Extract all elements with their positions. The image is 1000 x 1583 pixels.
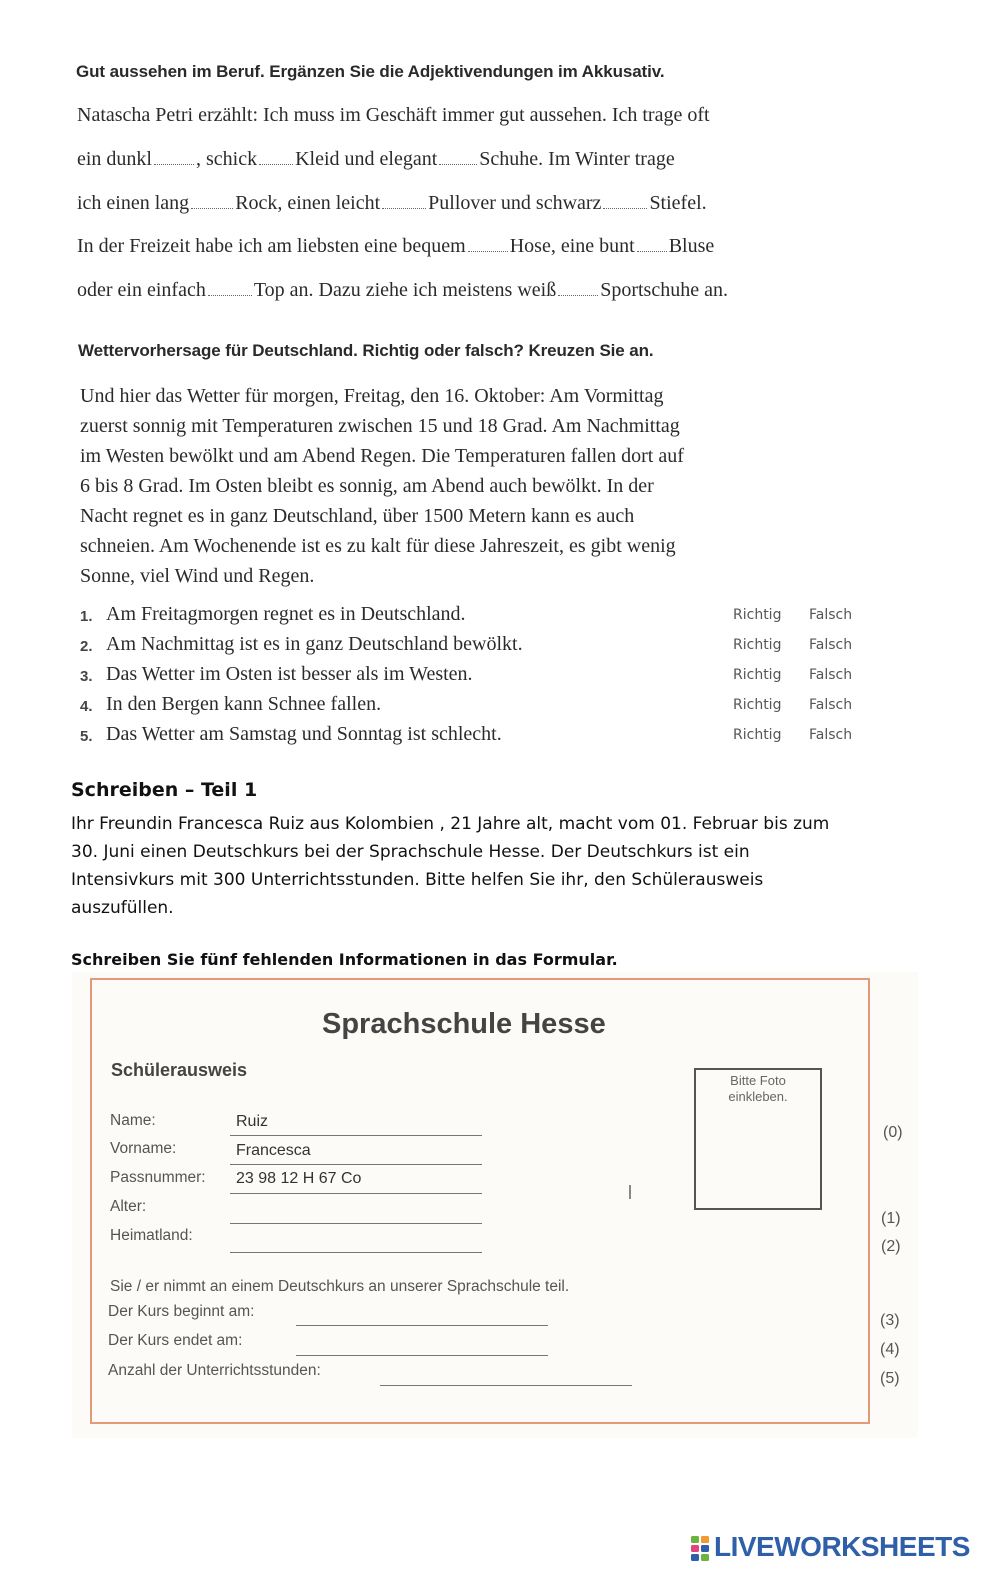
endet-label: Der Kurs endet am: xyxy=(108,1332,243,1349)
statement-row xyxy=(80,723,880,753)
statement-number: 4. xyxy=(80,698,93,715)
richtig-option[interactable]: Richtig xyxy=(733,637,782,653)
text-line: Und hier das Wetter für morgen, Freitag, den 16. Oktober: Am Vormittag xyxy=(80,385,664,407)
statement-list xyxy=(80,603,880,753)
marker-0: (0) xyxy=(883,1124,903,1141)
exercise-1-line-5 xyxy=(77,279,728,302)
weather-text xyxy=(80,381,800,591)
photo-label: Bitte Foto xyxy=(730,1073,786,1088)
blank-field[interactable] xyxy=(208,291,252,296)
exercise-1-line-1 xyxy=(77,104,710,127)
name-label: Name: xyxy=(110,1112,156,1129)
anzahl-label: Anzahl der Unterrichtsstunden: xyxy=(108,1362,321,1379)
text-segment: Hose, eine bunt xyxy=(509,235,635,257)
card-title: Schülerausweis xyxy=(111,1060,248,1080)
statement-row xyxy=(80,633,880,663)
writing-section-title: Schreiben – Teil 1 xyxy=(71,779,258,801)
falsch-option[interactable]: Falsch xyxy=(809,667,853,683)
vorname-line xyxy=(230,1164,482,1165)
writing-instructions xyxy=(71,810,829,922)
exercise-1-line-2 xyxy=(77,148,675,171)
text-segment: Rock, einen leicht xyxy=(235,192,381,214)
text-segment: Schuhe. Im Winter trage xyxy=(479,148,675,170)
name-line xyxy=(230,1135,482,1136)
scan-mark xyxy=(629,1185,631,1199)
heimatland-input-line[interactable] xyxy=(230,1252,482,1253)
vorname-value: Francesca xyxy=(236,1142,311,1159)
blank-field[interactable] xyxy=(637,247,667,252)
richtig-option[interactable]: Richtig xyxy=(733,727,782,743)
falsch-option[interactable]: Falsch xyxy=(809,637,853,653)
course-sentence: Sie / er nimmt an einem Deutschkurs an unserer Sprachschule teil. xyxy=(110,1278,570,1295)
photo-label: einkleben. xyxy=(728,1089,788,1104)
blank-field[interactable] xyxy=(382,204,426,209)
blank-field[interactable] xyxy=(191,204,233,209)
name-value: Ruiz xyxy=(236,1113,269,1130)
blank-field[interactable] xyxy=(558,291,598,296)
text-line: Intensivkurs mit 300 Unterrichtsstunden. Bitte helfen Sie ihr, den Schülerausweis xyxy=(71,870,764,890)
marker-1: (1) xyxy=(881,1210,901,1227)
richtig-option[interactable]: Richtig xyxy=(733,667,782,683)
statement-number: 1. xyxy=(80,608,93,625)
statement-row xyxy=(80,693,880,723)
blank-field[interactable] xyxy=(468,247,508,252)
statement-text: Das Wetter am Samstag und Sonntag ist schlecht. xyxy=(106,723,502,745)
text-line: im Westen bewölkt und am Abend Regen. Die Temperaturen fallen dort auf xyxy=(80,445,684,467)
photo-box[interactable] xyxy=(694,1068,822,1210)
text-line: 6 bis 8 Grad. Im Osten bleibt es sonnig, am Abend auch bewölkt. In der xyxy=(80,475,654,497)
richtig-option[interactable]: Richtig xyxy=(733,697,782,713)
blank-field[interactable] xyxy=(439,160,477,165)
pass-value: 23 98 12 H 67 Co xyxy=(236,1170,362,1187)
text-segment: ich einen lang xyxy=(77,192,190,214)
alter-label: Alter: xyxy=(110,1198,147,1215)
blank-field[interactable] xyxy=(259,160,293,165)
text-segment: oder ein einfach xyxy=(77,279,206,301)
pass-line xyxy=(230,1193,482,1194)
text-segment: , schick xyxy=(196,148,258,170)
text-line: Ihr Freundin Francesca Ruiz aus Kolombien , 21 Jahre alt, macht vom 01. Februar bis zum xyxy=(71,814,830,834)
statement-number: 5. xyxy=(80,728,93,745)
exercise-1-line-4 xyxy=(77,235,714,258)
text-line: auszufüllen. xyxy=(71,898,174,918)
text-segment: In der Freizeit habe ich am liebsten eine bequem xyxy=(77,235,466,257)
marker-3: (3) xyxy=(880,1312,900,1329)
anzahl-input-line[interactable] xyxy=(380,1385,632,1386)
beginnt-label: Der Kurs beginnt am: xyxy=(108,1303,255,1320)
liveworksheets-brand: LIVEWORKSHEETS xyxy=(714,1531,970,1562)
text-segment: Top an. Dazu ziehe ich meistens weiß xyxy=(253,279,557,301)
liveworksheets-logo-icon xyxy=(690,1534,712,1564)
statement-row xyxy=(80,663,880,693)
text-line: Sonne, viel Wind und Regen. xyxy=(80,565,315,587)
exercise-2-title: Wettervorhersage für Deutschland. Richtig oder falsch? Kreuzen Sie an. xyxy=(78,341,654,360)
falsch-option[interactable]: Falsch xyxy=(809,727,853,743)
blank-field[interactable] xyxy=(154,160,194,165)
text-line: Nacht regnet es in ganz Deutschland, über 1500 Metern kann es auch xyxy=(80,505,635,527)
exercise-1-title: Gut aussehen im Beruf. Ergänzen Sie die Adjektivendungen im Akkusativ. xyxy=(76,62,665,81)
statement-text: In den Bergen kann Schnee fallen. xyxy=(106,693,382,715)
text-line: schneien. Am Wochenende ist es zu kalt für diese Jahreszeit, es gibt wenig xyxy=(80,535,676,557)
text-line: 30. Juni einen Deutschkurs bei der Sprachschule Hesse. Der Deutschkurs ist ein xyxy=(71,842,750,862)
blank-field[interactable] xyxy=(603,204,647,209)
statement-number: 3. xyxy=(80,668,93,685)
text-segment: Sportschuhe an. xyxy=(600,279,728,301)
text-segment: Stiefel. xyxy=(649,192,707,214)
school-name: Sprachschule Hesse xyxy=(322,1008,606,1040)
marker-2: (2) xyxy=(881,1238,901,1255)
text-segment: Natascha Petri erzählt: Ich muss im Geschäft immer gut aussehen. Ich trage oft xyxy=(77,104,710,126)
text-segment: Pullover und schwarz xyxy=(428,192,602,214)
richtig-option[interactable]: Richtig xyxy=(733,607,782,623)
text-line: zuerst sonnig mit Temperaturen zwischen 15 und 18 Grad. Am Nachmittag xyxy=(80,415,680,437)
marker-4: (4) xyxy=(880,1341,900,1358)
text-segment: Kleid und elegant xyxy=(295,148,438,170)
writing-task: Schreiben Sie fünf fehlenden Informationen in das Formular. xyxy=(71,950,618,969)
marker-5: (5) xyxy=(880,1370,900,1387)
statement-number: 2. xyxy=(80,638,93,655)
alter-input-line[interactable] xyxy=(230,1223,482,1224)
endet-input-line[interactable] xyxy=(296,1355,548,1356)
falsch-option[interactable]: Falsch xyxy=(809,607,853,623)
pass-label: Passnummer: xyxy=(110,1169,206,1186)
statement-row xyxy=(80,603,880,633)
statement-text: Das Wetter im Osten ist besser als im Westen. xyxy=(106,663,473,685)
text-segment: ein dunkl xyxy=(77,148,152,170)
statement-text: Am Freitagmorgen regnet es in Deutschland. xyxy=(106,603,466,625)
exercise-1-line-3 xyxy=(77,192,707,215)
falsch-option[interactable]: Falsch xyxy=(809,697,853,713)
beginnt-input-line[interactable] xyxy=(296,1325,548,1326)
vorname-label: Vorname: xyxy=(110,1140,177,1157)
text-segment: Bluse xyxy=(668,235,715,257)
statement-text: Am Nachmittag ist es in ganz Deutschland bewölkt. xyxy=(106,633,523,655)
heimatland-label: Heimatland: xyxy=(110,1227,193,1244)
